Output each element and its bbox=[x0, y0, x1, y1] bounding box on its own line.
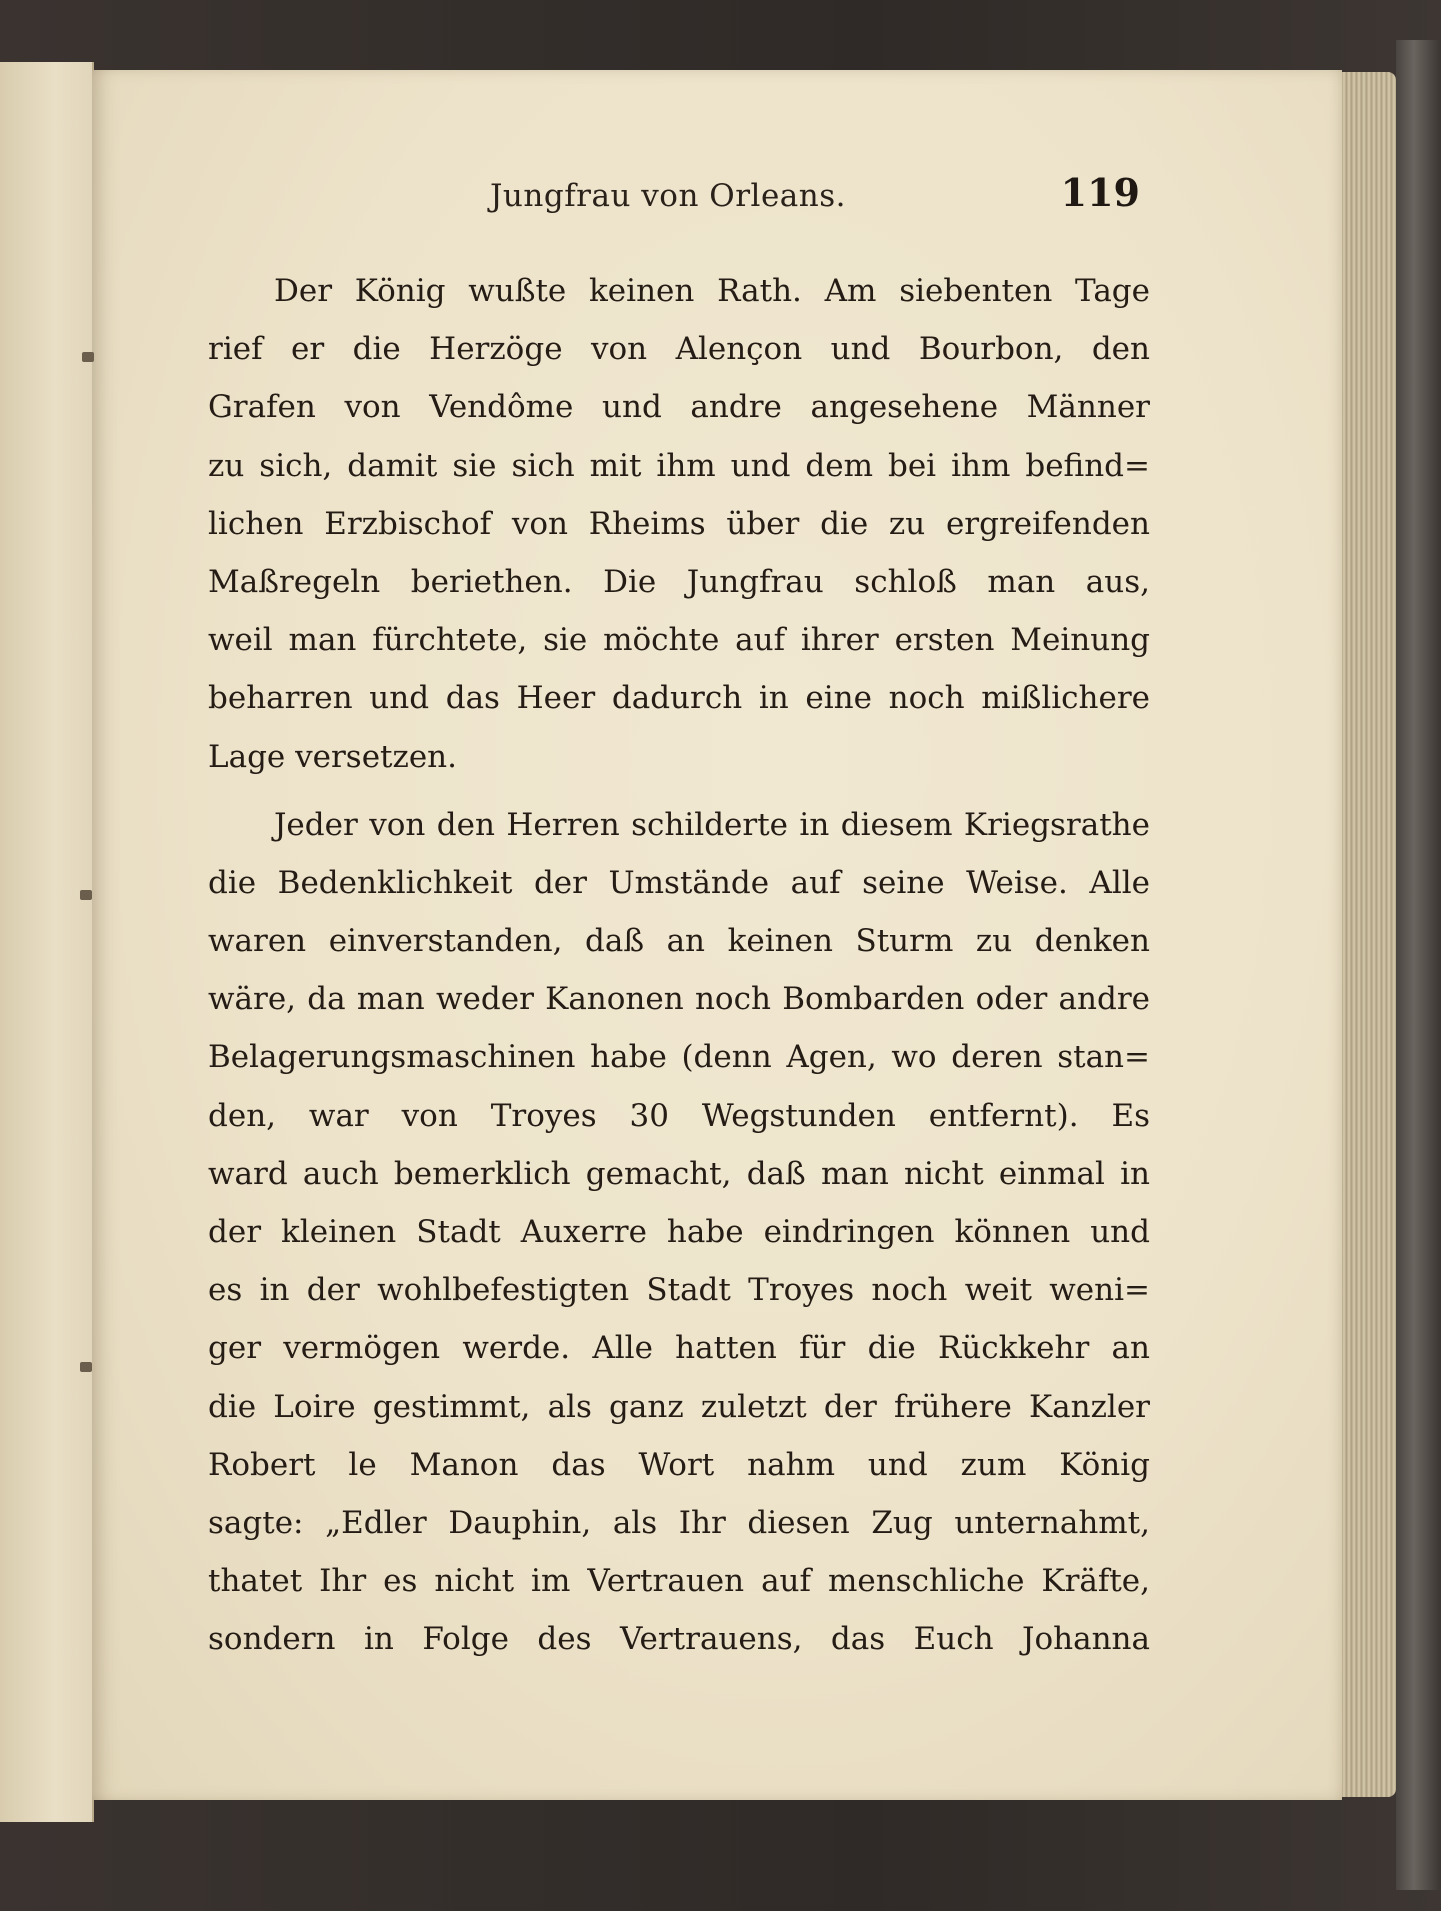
body-text bbox=[208, 262, 1150, 1669]
text-line: die Loire gestimmt, als ganz zuletzt der frühere Kanzler bbox=[208, 1388, 1150, 1425]
text-line: Belagerungsmaschinen habe (denn Agen, wo deren stan= bbox=[208, 1039, 1150, 1076]
text-line: waren einverstanden, daß an keinen Sturm zu denken bbox=[208, 923, 1150, 960]
binding-mark bbox=[80, 890, 92, 900]
paragraph bbox=[208, 796, 1150, 1669]
text-line: Maßregeln beriethen. Die Jungfrau schloß man aus, bbox=[208, 563, 1150, 600]
page-header bbox=[400, 170, 1140, 230]
page-edges bbox=[1338, 72, 1396, 1797]
text-line: weil man fürchtete, sie möchte auf ihrer ersten Meinung bbox=[208, 622, 1150, 659]
text-line: lichen Erzbischof von Rheims über die zu ergreifenden bbox=[208, 505, 1150, 542]
text-line: der kleinen Stadt Auxerre habe eindringen können und bbox=[208, 1214, 1150, 1250]
text-line: zu sich, damit sie sich mit ihm und dem bei ihm befind= bbox=[208, 447, 1150, 484]
text-line: wäre, da man weder Kanonen noch Bombarden oder andre bbox=[208, 981, 1150, 1018]
text-line: die Bedenklichkeit der Umstände auf seine Weise. Alle bbox=[208, 864, 1150, 901]
text-line: thatet Ihr es nicht im Vertrauen auf menschliche Kräfte, bbox=[208, 1563, 1150, 1600]
text-line: sondern in Folge des Vertrauens, das Euch Johanna bbox=[208, 1621, 1150, 1658]
previous-page-edge bbox=[0, 62, 94, 1822]
text-line: rief er die Herzöge von Alençon und Bourbon, den bbox=[208, 331, 1150, 368]
text-line: sagte: „Edler Dauphin, als Ihr diesen Zug unternahmt, bbox=[208, 1504, 1150, 1541]
text-line: Robert le Manon das Wort nahm und zum König bbox=[208, 1446, 1150, 1483]
binding-mark bbox=[82, 352, 94, 362]
text-line: Jeder von den Herren schilderte in diesem Kriegsrathe bbox=[274, 806, 1150, 843]
text-line: Der König wußte keinen Rath. Am siebenten Tage bbox=[274, 273, 1150, 309]
running-title: Jungfrau von Orleans. bbox=[490, 178, 846, 214]
text-line: beharren und das Heer dadurch in eine noch mißlichere bbox=[208, 680, 1150, 717]
text-line: ger vermögen werde. Alle hatten für die Rückkehr an bbox=[208, 1330, 1150, 1367]
text-line: ward auch bemerklich gemacht, daß man nicht einmal in bbox=[208, 1155, 1150, 1192]
binding-mark bbox=[80, 1362, 92, 1372]
page-number: 119 bbox=[1060, 170, 1140, 215]
book-binding-edge bbox=[1396, 40, 1441, 1890]
text-line: den, war von Troyes 30 Wegstunden entfernt). Es bbox=[208, 1097, 1150, 1134]
paragraph bbox=[208, 262, 1150, 786]
text-line: Lage versetzen. bbox=[208, 738, 457, 775]
text-line: es in der wohlbefestigten Stadt Troyes noch weit weni= bbox=[208, 1272, 1150, 1309]
text-line: Grafen von Vendôme und andre angesehene Männer bbox=[208, 389, 1150, 426]
